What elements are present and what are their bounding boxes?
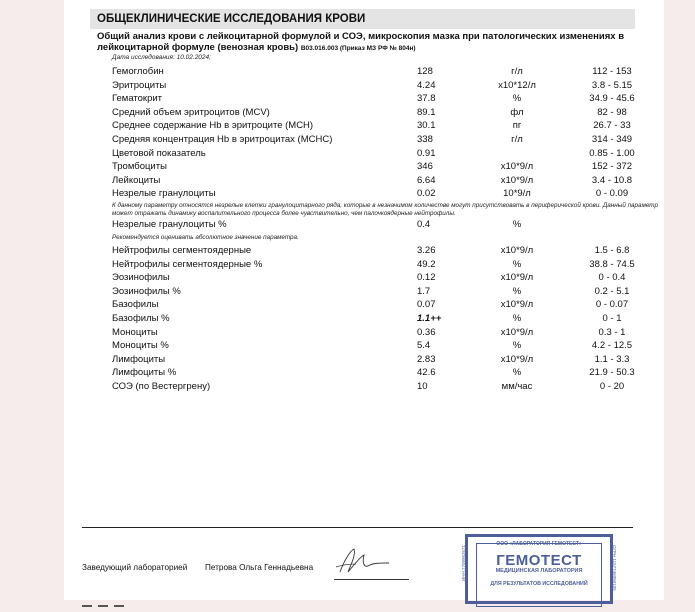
row-reference: 0 - 20 [599, 381, 625, 392]
row-value: 346 [417, 161, 433, 173]
row-reference: 0.2 - 5.1 [594, 285, 630, 297]
row-reference: 112 - 153 [592, 66, 632, 77]
row-reference: 152 - 372 [591, 161, 633, 173]
row-value: 5.4 [417, 340, 431, 352]
table-row [112, 380, 632, 393]
row-value: 10 [417, 381, 428, 392]
row-reference: 0.3 - 1 [598, 326, 626, 338]
row-value: 1.1++ [417, 313, 442, 324]
table-row [112, 326, 632, 339]
table-row [112, 339, 632, 352]
table-row [112, 353, 632, 366]
row-name: Гемоглобин [112, 66, 164, 77]
row-unit: x10*9/л [500, 245, 534, 256]
row-reference: 314 - 349 [591, 134, 633, 145]
table-row [112, 79, 632, 92]
row-unit: x10*9/л [500, 299, 534, 311]
table-row [112, 160, 632, 173]
table-row [112, 285, 632, 298]
footer-divider [82, 527, 633, 528]
table-row [112, 218, 632, 231]
row-name: Тромбоциты [112, 161, 167, 173]
row-value: 0.02 [417, 188, 436, 200]
stamp-purpose: ДЛЯ РЕЗУЛЬТАТОВ ИССЛЕДОВАНИЙ [490, 581, 588, 587]
note-immature-granulocytes: К данному параметру относятся незрелые клетки гранулоцитарного ряда, которые в незначимом количестве могут присутствовать в периферической крови. Данный параметр может отражать динамику воспалительного процесса более чувствительно, чем палочкоядерные нейтрофилы. [112, 202, 658, 217]
row-name: Средний объем эритроцитов (MCV) [112, 106, 270, 118]
table-row [112, 271, 632, 284]
row-reference: 26.7 - 33 [593, 120, 631, 132]
row-unit: % [512, 340, 522, 352]
table-row [112, 366, 635, 379]
row-name: Эозинофилы [112, 272, 170, 284]
stamp-ogrn: ОГРН 1157746050105 [612, 545, 617, 591]
row-name: Эритроциты [112, 79, 167, 91]
lab-stamp [461, 534, 617, 604]
row-name: Лимфоциты [112, 353, 166, 365]
section-title: ОБЩЕКЛИНИЧЕСКИЕ ИССЛЕДОВАНИЯ КРОВИ [90, 9, 635, 29]
row-unit: x10*9/л [500, 326, 534, 338]
row-name: Нейтрофилы сегментоядерные [112, 245, 252, 256]
row-unit: x10*9/л [500, 353, 534, 365]
row-name: Цветовой показатель [112, 147, 206, 159]
table-row [112, 298, 632, 311]
row-reference: 0.85 - 1.00 [589, 147, 635, 159]
row-name: Моноциты [112, 326, 158, 338]
row-value: 89.1 [417, 106, 436, 118]
row-value: 128 [417, 66, 433, 77]
table-row [112, 106, 632, 119]
row-value: 338 [417, 134, 433, 145]
row-value: 49.2 [417, 258, 436, 270]
signer-name: Петрова Ольга Геннадьевна [205, 563, 314, 572]
row-name: Лейкоциты [112, 174, 161, 186]
study-date: Дата исследования: 10.02.2024; [112, 54, 211, 61]
table-row [112, 187, 632, 200]
row-value: 42.6 [417, 367, 436, 379]
row-value: 37.8 [417, 93, 436, 105]
report-page [64, 0, 664, 600]
row-reference: 34.9 - 45.6 [589, 93, 635, 105]
row-reference: 82 - 98 [597, 106, 627, 118]
row-value: 1.7 [417, 285, 431, 297]
table-row [112, 312, 632, 325]
table-row [112, 258, 635, 271]
stamp-brand: ГЕМОТЕСТ [496, 552, 582, 569]
row-unit: 10*9/л [503, 188, 531, 200]
row-unit: x10*12/л [498, 79, 536, 91]
row-name: СОЭ (по Вестергрену) [112, 381, 211, 392]
table-row [112, 65, 632, 78]
row-value: 4.24 [417, 79, 436, 91]
stamp-subtitle: МЕДИЦИНСКАЯ ЛАБОРАТОРИЯ [495, 568, 583, 574]
row-reference: 21.9 - 50.3 [589, 367, 635, 379]
row-unit: г/л [511, 134, 523, 145]
test-title-text: Общий анализ крови с лейкоцитарной формулой и СОЭ, микроскопия мазка при патологических изменениях в лейкоцитарной формуле (венозная кровь) [97, 31, 625, 53]
row-unit: x10*9/л [500, 174, 534, 186]
row-value: 0.36 [417, 326, 436, 338]
row-value: 30.1 [417, 120, 436, 132]
row-name: Нейтрофилы сегментоядерные % [112, 258, 263, 270]
row-reference: 0 - 1 [602, 313, 622, 324]
stamp-inn: ИНН 7709963571 [461, 545, 466, 582]
row-value: 0.91 [417, 147, 436, 159]
footer-text-stub [82, 594, 202, 598]
stamp-org: ООО «ЛАБОРАТОРИЯ ГЕМОТЕСТ» [496, 541, 582, 547]
row-reference: 1.5 - 6.8 [594, 245, 630, 256]
table-row [112, 133, 632, 146]
row-name: Базофилы % [112, 313, 170, 324]
test-code: B03.016.003 (Приказ МЗ РФ № 804н) [300, 45, 416, 52]
row-reference: 4.2 - 12.5 [591, 340, 633, 352]
row-value: 0.4 [417, 219, 431, 230]
row-reference: 0 - 0.09 [595, 188, 629, 200]
row-unit: % [512, 313, 522, 324]
row-value: 3.26 [417, 245, 436, 256]
row-name: Моноциты % [112, 340, 169, 352]
row-name: Эозинофилы % [112, 285, 181, 297]
signature-image [334, 545, 390, 577]
row-unit: % [512, 258, 522, 270]
row-value: 0.07 [417, 299, 436, 311]
row-value: 6.64 [417, 174, 436, 186]
table-row [112, 147, 635, 160]
row-name: Незрелые гранулоциты [112, 188, 216, 200]
row-unit: % [512, 219, 522, 230]
test-title [97, 31, 637, 54]
table-row [112, 119, 632, 132]
row-reference: 3.8 - 5.15 [591, 79, 633, 91]
row-unit: пг [512, 120, 522, 132]
row-unit: г/л [511, 66, 523, 77]
row-reference: 3.4 - 10.8 [591, 174, 633, 186]
row-reference: 1.1 - 3.3 [594, 353, 630, 365]
row-unit: % [512, 93, 522, 105]
row-name: Среднее содержание Hb в эритроците (MCH) [112, 120, 314, 132]
row-reference: 0 - 0.07 [595, 299, 629, 311]
signer-role: Заведующий лабораторией [82, 563, 188, 572]
row-value: 2.83 [417, 353, 436, 365]
table-row [112, 92, 635, 105]
row-value: 0.12 [417, 272, 436, 284]
row-unit: % [512, 367, 522, 379]
signature-line [334, 579, 409, 580]
row-reference: 0 - 0.4 [598, 272, 626, 284]
table-row [112, 244, 632, 257]
note-absolute-value: Рекомендуется оценивать абсолютное значение параметра. [112, 234, 299, 241]
table-row [112, 174, 632, 187]
row-name: Базофилы [112, 299, 159, 311]
row-unit: фл [510, 106, 524, 118]
row-name: Незрелые гранулоциты % [112, 219, 227, 230]
row-name: Средняя концентрация Hb в эритроцитах (MCHC) [112, 134, 333, 145]
row-name: Лимфоциты % [112, 367, 177, 379]
row-unit: мм/час [501, 381, 533, 392]
row-name: Гематокрит [112, 93, 163, 105]
row-unit: x10*9/л [500, 161, 534, 173]
row-unit: x10*9/л [500, 272, 534, 284]
row-unit: % [512, 285, 522, 297]
row-reference: 38.8 - 74.5 [589, 258, 635, 270]
